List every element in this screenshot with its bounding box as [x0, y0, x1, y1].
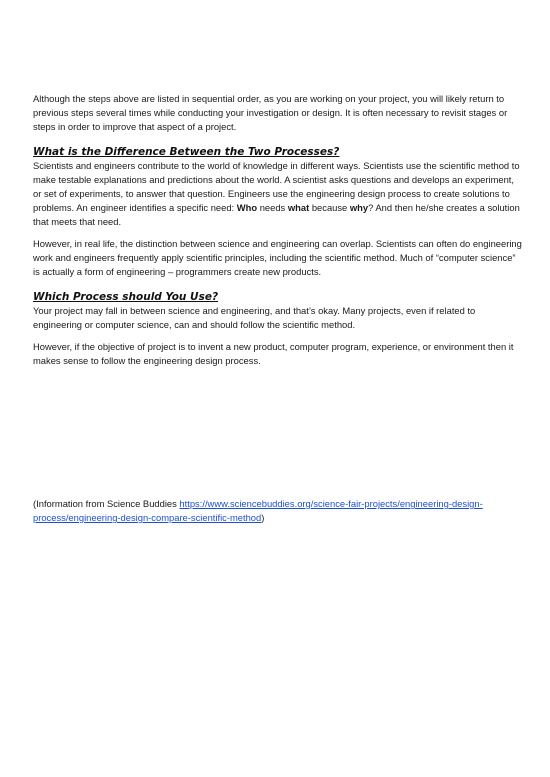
section-heading-which-process: Which Process should You Use? [33, 291, 219, 303]
which-process-paragraph-1: Your project may fall in between science and engineering, and that’s okay. Many projects, even if related to engineering or computer science, can and should follow the scientific method. [33, 305, 476, 330]
source-citation: (Information from Science Buddies https://www.sciencebuddies.org/science-fair-projects/engineering-design-process/engineering-design-compare-scientific-method) [33, 498, 483, 523]
source-link[interactable]: https://www.sciencebuddies.org/science-fair-projects/engineering-design-process/engineering-design-compare-scientific-method [33, 498, 483, 523]
document-body [33, 92, 523, 368]
intro-paragraph: Although the steps above are listed in sequential order, as you are working on your project, you will likely return to previous steps several times while conducting your investigation or design. It is often necessary to revisit stages or steps in order to improve that aspect of a project. [33, 93, 508, 132]
which-process-paragraph-2: However, if the objective of project is to invent a new product, computer program, experience, or environment then it makes sense to follow the engineering design process. [33, 341, 514, 366]
difference-paragraph-2: However, in real life, the distinction between science and engineering can overlap. Scientists can often do engineering work and engineers frequently apply scientific principles, including the scientific method. Much of “computer science” is actually a form of engineering – programmers create new products. [33, 238, 522, 277]
section-heading-difference: What is the Difference Between the Two Processes? [33, 146, 340, 158]
difference-paragraph-1: Scientists and engineers contribute to the world of knowledge in different ways. Scientists use the scientific method to make testable explanations and predictions about the world. A scientist asks questions and develops an experiment, or set of experiments, to answer that question. Engineers use the engineering design process to create solutions to problems. An engineer identifies a specific need: Who needs what because why? And then he/she creates a solution that meets that need. [33, 160, 520, 227]
